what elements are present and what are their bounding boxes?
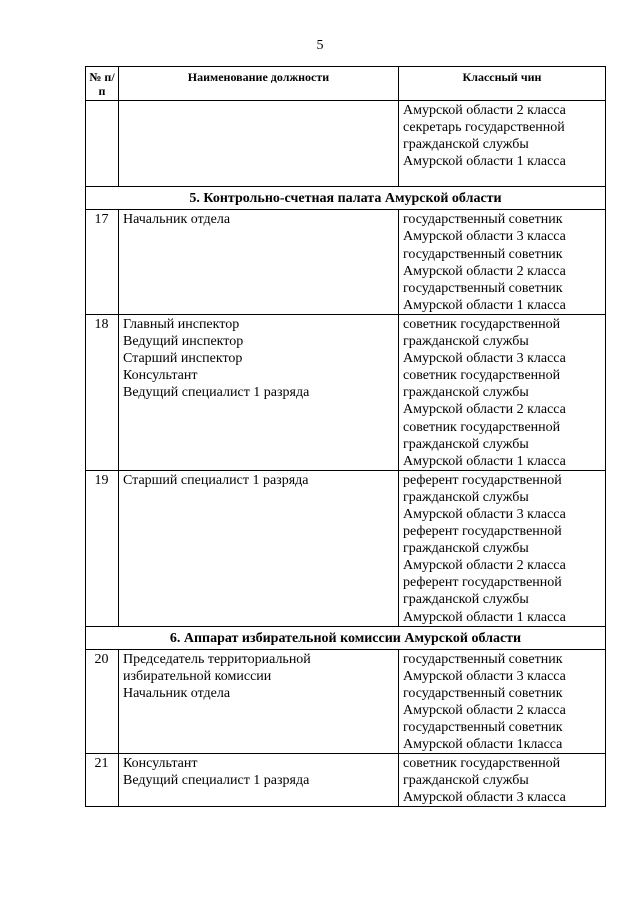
position-names-cell — [119, 101, 399, 187]
row-number: 21 — [86, 754, 119, 807]
table-body — [86, 101, 606, 807]
class-rank: гражданской службы — [403, 385, 529, 401]
section-header-row — [86, 187, 606, 210]
class-rank: советник государственной — [403, 756, 561, 772]
row-number: 19 — [86, 470, 119, 626]
class-rank: Амурской области 2 класса — [403, 558, 566, 574]
class-rank: советник государственной — [403, 368, 561, 384]
table-row — [86, 101, 606, 187]
class-rank: Амурской области 2 класса — [403, 402, 566, 418]
class-rank: Амурской области 1 класса — [403, 154, 566, 170]
table-row — [86, 754, 606, 807]
class-rank: гражданской службы — [403, 137, 529, 153]
position-names-cell — [119, 649, 399, 754]
header-class-rank: Классный чин — [399, 67, 606, 101]
class-ranks-cell — [399, 649, 606, 754]
class-ranks-cell — [399, 210, 606, 315]
class-rank: Амурской области 2 класса — [403, 263, 566, 279]
position-name: Старший инспектор — [123, 351, 243, 367]
class-rank: гражданской службы — [403, 334, 529, 350]
class-rank: гражданской службы — [403, 541, 529, 557]
class-rank: гражданской службы — [403, 773, 529, 789]
class-rank: Амурской области 3 класса — [403, 506, 566, 522]
class-rank: Амурской области 1 класса — [403, 609, 566, 625]
class-ranks-cell — [399, 754, 606, 807]
position-names-cell — [119, 754, 399, 807]
table-row — [86, 314, 606, 470]
position-name: избирательной комиссии — [123, 668, 272, 684]
class-ranks-cell — [399, 314, 606, 470]
section-header-row — [86, 626, 606, 649]
class-rank: государственный советник — [403, 280, 563, 296]
class-rank: Амурской области 1 класса — [403, 297, 566, 313]
class-rank: гражданской службы — [403, 489, 529, 505]
row-number: 18 — [86, 314, 119, 470]
row-number: 17 — [86, 210, 119, 315]
position-name: Ведущий специалист 1 разряда — [123, 773, 310, 789]
class-rank: Амурской области 3 класса — [403, 351, 566, 367]
position-name: Консультант — [123, 756, 198, 772]
class-rank: государственный советник — [403, 720, 563, 735]
class-rank: референт государственной — [403, 472, 562, 488]
class-rank: Амурской области 2 класса — [403, 103, 566, 118]
class-rank: государственный советник — [403, 685, 563, 701]
section-title: 5. Контрольно-счетная палата Амурской области — [86, 187, 606, 210]
header-position-name: Наименование должности — [119, 67, 399, 101]
class-rank: гражданской службы — [403, 436, 529, 452]
position-name: Председатель территориальной — [123, 651, 311, 667]
position-name: Начальник отдела — [123, 685, 231, 701]
class-ranks-cell — [399, 470, 606, 626]
class-rank: советник государственной — [403, 316, 561, 332]
class-rank: референт государственной — [403, 575, 562, 591]
class-rank: государственный советник — [403, 246, 563, 262]
position-name: Начальник отдела — [123, 212, 231, 228]
class-rank: Амурской области 3 класса — [403, 668, 566, 684]
class-rank: государственный советник — [403, 212, 563, 228]
class-rank: советник государственной — [403, 419, 561, 435]
class-rank: Амурской области 1класса — [403, 737, 563, 753]
page-number: 5 — [316, 38, 324, 53]
class-rank: Амурской области 2 класса — [403, 702, 566, 718]
class-rank: референт государственной — [403, 524, 562, 540]
class-rank: государственный советник — [403, 651, 563, 667]
class-rank: секретарь государственной — [403, 120, 565, 136]
class-rank: Амурской области 3 класса — [403, 790, 566, 806]
header-number: № п/п — [86, 67, 119, 101]
row-number — [86, 101, 119, 187]
positions-table — [85, 66, 606, 807]
position-name: Ведущий инспектор — [123, 334, 244, 350]
row-number: 20 — [86, 649, 119, 754]
class-rank: Амурской области 1 класса — [403, 453, 566, 469]
position-name: Консультант — [123, 368, 198, 384]
class-ranks-cell — [399, 101, 606, 187]
table-row — [86, 649, 606, 754]
position-name: Главный инспектор — [123, 316, 240, 332]
position-names-cell — [119, 314, 399, 470]
table-row — [86, 210, 606, 315]
position-name: Ведущий специалист 1 разряда — [123, 385, 310, 401]
position-name: Старший специалист 1 разряда — [123, 472, 309, 488]
section-title: 6. Аппарат избирательной комиссии Амурской области — [86, 626, 606, 649]
class-rank: гражданской службы — [403, 592, 529, 608]
table-header-row — [86, 67, 606, 101]
class-rank: Амурской области 3 класса — [403, 229, 566, 245]
position-names-cell — [119, 210, 399, 315]
position-names-cell — [119, 470, 399, 626]
table-row — [86, 470, 606, 626]
